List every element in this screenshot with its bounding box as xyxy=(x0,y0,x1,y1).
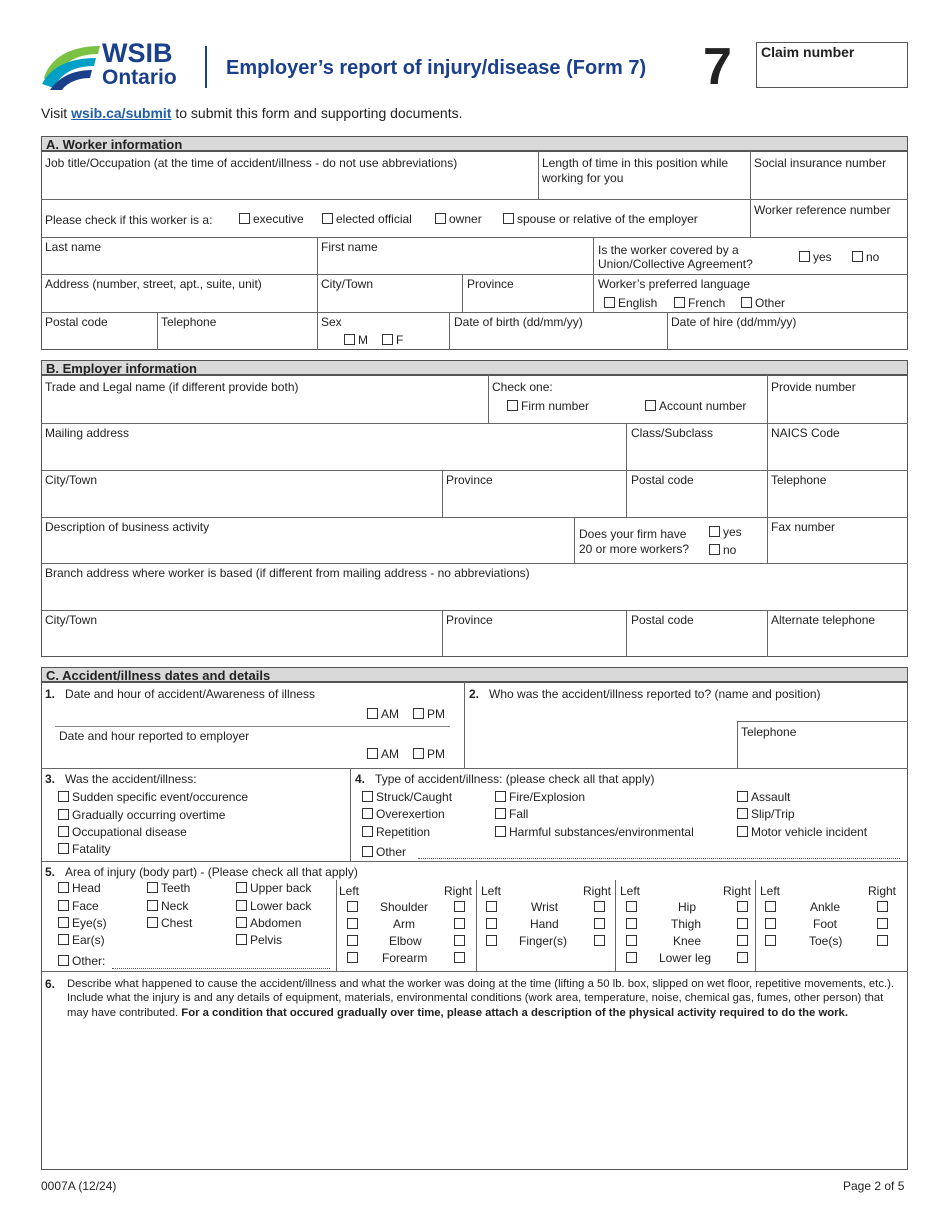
left-checkbox[interactable] xyxy=(765,934,779,948)
body-part-label: Toe(s) xyxy=(809,934,843,948)
body-part-label: Foot xyxy=(813,917,838,931)
other-language-checkbox[interactable]: Other xyxy=(741,296,785,310)
left-checkbox[interactable] xyxy=(486,900,500,914)
telephone-label: Telephone xyxy=(161,315,217,329)
body-part-label: Hip xyxy=(678,900,697,914)
worker-ref-label: Worker reference number xyxy=(754,203,891,217)
q5-option[interactable]: Abdomen xyxy=(236,916,301,930)
left-header: Left xyxy=(339,884,360,898)
left-checkbox[interactable] xyxy=(626,951,640,965)
q3-option[interactable]: Occupational disease xyxy=(58,825,187,839)
doh-label: Date of hire (dd/mm/yy) xyxy=(671,315,797,329)
body-part-label: Knee xyxy=(673,934,702,948)
q4-option[interactable]: Fall xyxy=(495,807,528,821)
reported-date-label: Date and hour reported to employer xyxy=(59,729,250,743)
right-header: Right xyxy=(868,884,897,898)
wsib-logo xyxy=(40,38,190,94)
owner-checkbox[interactable]: owner xyxy=(435,212,482,226)
q4-option[interactable]: Motor vehicle incident xyxy=(737,825,867,839)
right-checkbox[interactable] xyxy=(454,917,468,931)
section-b-header: B. Employer information xyxy=(41,360,908,375)
q3-label: 3. Was the accident/illness: xyxy=(45,772,197,786)
q1-am-checkbox[interactable]: AM xyxy=(367,707,399,721)
q6-number: 6. xyxy=(45,977,56,991)
right-header: Right xyxy=(583,884,612,898)
right-checkbox[interactable] xyxy=(737,951,751,965)
q5-other-checkbox[interactable]: Other: xyxy=(58,954,105,968)
class-label: Class/Subclass xyxy=(631,426,714,440)
b-province-label: Province xyxy=(446,473,493,487)
right-checkbox[interactable] xyxy=(737,900,751,914)
logo-wsib-text: WSIB xyxy=(102,38,173,68)
q5-option[interactable]: Teeth xyxy=(147,881,190,895)
business-label: Description of business activity xyxy=(45,520,210,534)
postal-label: Postal code xyxy=(45,315,108,329)
twenty-label-1: Does your firm have xyxy=(579,527,687,541)
q3-option[interactable]: Sudden specific event/occurence xyxy=(58,790,248,804)
left-checkbox[interactable] xyxy=(486,917,500,931)
body-part-label: Hand xyxy=(530,917,559,931)
branch-label: Branch address where worker is based (if different from mailing address - no abbreviations) xyxy=(45,566,530,580)
sex-m-checkbox[interactable]: M xyxy=(344,333,368,347)
visit-line xyxy=(41,105,463,121)
q6-description-field[interactable] xyxy=(42,1036,906,1168)
body-part-label: Thigh xyxy=(671,917,702,931)
left-checkbox[interactable] xyxy=(486,934,500,948)
left-header: Left xyxy=(620,884,641,898)
q5-option[interactable]: Eye(s) xyxy=(58,916,107,930)
header-divider xyxy=(205,46,207,88)
reported-pm-checkbox[interactable]: PM xyxy=(413,747,445,761)
b-telephone-label: Telephone xyxy=(771,473,827,487)
city-label: City/Town xyxy=(321,277,374,291)
right-checkbox[interactable] xyxy=(877,917,891,931)
q5-option[interactable]: Face xyxy=(58,899,99,913)
account-number-checkbox[interactable]: Account number xyxy=(645,399,746,413)
right-checkbox[interactable] xyxy=(594,934,608,948)
right-header: Right xyxy=(723,884,752,898)
first-name-label: First name xyxy=(321,240,378,254)
q2-telephone-label: Telephone xyxy=(741,725,797,739)
q5-other-line[interactable] xyxy=(112,968,330,969)
mailing-label: Mailing address xyxy=(45,426,130,440)
elected-official-checkbox[interactable]: elected official xyxy=(322,212,412,226)
job-title-label: Job title/Occupation (at the time of accident/illness - do not use abbreviations) xyxy=(45,156,458,170)
dob-label: Date of birth (dd/mm/yy) xyxy=(454,315,583,329)
q6-bold-instructions: For a condition that occured gradually over time, please attach a description of the physical activity required to do the work. xyxy=(181,1006,848,1019)
right-checkbox[interactable] xyxy=(454,900,468,914)
right-checkbox[interactable] xyxy=(877,900,891,914)
left-checkbox[interactable] xyxy=(347,917,361,931)
body-part-label: Arm xyxy=(393,917,415,931)
right-checkbox[interactable] xyxy=(594,917,608,931)
b-city-label: City/Town xyxy=(45,473,98,487)
body-part-label: Shoulder xyxy=(380,900,429,914)
right-header: Right xyxy=(444,884,473,898)
body-part-label: Elbow xyxy=(389,934,422,948)
french-checkbox[interactable]: French xyxy=(674,296,725,310)
job-title-field[interactable] xyxy=(42,170,537,198)
reported-am-checkbox[interactable]: AM xyxy=(367,747,399,761)
q5-option[interactable]: Upper back xyxy=(236,881,311,895)
q4-option[interactable]: Overexertion xyxy=(362,807,445,821)
q5-label: 5. Area of injury (body part) - (Please check all that apply) xyxy=(45,865,358,879)
q5-option[interactable]: Neck xyxy=(147,899,188,913)
right-checkbox[interactable] xyxy=(454,951,468,965)
claim-number-field[interactable] xyxy=(756,42,908,88)
last-name-label: Last name xyxy=(45,240,102,254)
q3-option[interactable]: Gradually occurring overtime xyxy=(58,808,225,822)
q4-other-line[interactable] xyxy=(418,858,900,859)
body-part-label: Finger(s) xyxy=(519,934,568,948)
q4-option[interactable]: Fire/Explosion xyxy=(495,790,585,804)
q3-option[interactable]: Fatality xyxy=(58,842,111,856)
visit-suffix: to submit this form and supporting documents. xyxy=(171,105,463,121)
left-checkbox[interactable] xyxy=(347,900,361,914)
union-no-checkbox[interactable]: no xyxy=(852,250,879,264)
union-label-1: Is the worker covered by a xyxy=(598,243,739,257)
q4-option[interactable]: Other xyxy=(362,845,406,859)
alt-phone-label: Alternate telephone xyxy=(771,613,876,627)
q4-option[interactable]: Struck/Caught xyxy=(362,790,452,804)
q6-instructions: Describe what happened to cause the accident/illness and what the worker was doing at the time (lifting a 50 lb. box, slipped on wet floor, repetitive movements, etc.). Include what the injury is and any details of equipment, materials, environmental conditions (work area, temperature, noise, chemical gas, fumes, other person) that may have contributed. xyxy=(67,978,895,1019)
q4-option[interactable]: Slip/Trip xyxy=(737,807,795,821)
body-part-label: Ankle xyxy=(810,900,841,914)
body-part-label: Wrist xyxy=(531,900,559,914)
b-province2-label: Province xyxy=(446,613,493,627)
q5-option[interactable]: Ear(s) xyxy=(58,933,105,947)
q5-option[interactable]: Chest xyxy=(147,916,192,930)
sin-label: Social insurance number xyxy=(754,156,887,170)
q4-option[interactable]: Repetition xyxy=(362,825,430,839)
body-part-label: Forearm xyxy=(382,951,428,965)
left-checkbox[interactable] xyxy=(347,934,361,948)
q6-text xyxy=(67,977,905,1020)
right-checkbox[interactable] xyxy=(877,934,891,948)
section-c-header: C. Accident/illness dates and details xyxy=(41,667,908,682)
wsib-swoosh-icon xyxy=(40,38,102,90)
b-city2-label: City/Town xyxy=(45,613,98,627)
length-time-label-1: Length of time in this position while xyxy=(542,156,729,170)
q4-label: 4. Type of accident/illness: (please check all that apply) xyxy=(355,772,655,786)
section-a-header: A. Worker information xyxy=(41,136,908,151)
submit-link[interactable]: wsib.ca/submit xyxy=(71,105,172,121)
q5-option[interactable]: Head xyxy=(58,881,101,895)
q1-label: 1. Date and hour of accident/Awareness of illness xyxy=(45,687,315,701)
b-postal2-label: Postal code xyxy=(631,613,694,627)
right-checkbox[interactable] xyxy=(454,934,468,948)
right-checkbox[interactable] xyxy=(737,934,751,948)
q4-option[interactable]: Harmful substances/environmental xyxy=(495,825,694,839)
sex-label: Sex xyxy=(321,315,342,329)
visit-prefix: Visit xyxy=(41,105,72,121)
body-part-label: Lower leg xyxy=(659,951,712,965)
q1-pm-checkbox[interactable]: PM xyxy=(413,707,445,721)
q4-option[interactable]: Assault xyxy=(737,790,790,804)
left-checkbox[interactable] xyxy=(626,934,640,948)
english-checkbox[interactable]: English xyxy=(604,296,657,310)
spouse-relative-checkbox[interactable]: spouse or relative of the employer xyxy=(503,212,698,226)
provide-number-label: Provide number xyxy=(771,380,856,394)
b-postal-label: Postal code xyxy=(631,473,694,487)
executive-checkbox[interactable]: executive xyxy=(239,212,304,226)
page-title: Employer’s report of injury/disease (Form 7) xyxy=(226,57,647,79)
length-time-label-2: working for you xyxy=(542,171,624,185)
twenty-label-2: 20 or more workers? xyxy=(579,542,690,556)
right-checkbox[interactable] xyxy=(594,900,608,914)
form-code: 0007A (12/24) xyxy=(41,1179,117,1193)
trade-name-label: Trade and Legal name (if different provide both) xyxy=(45,380,299,394)
worker-check-label: Please check if this worker is a: xyxy=(45,213,213,227)
address-label: Address (number, street, apt., suite, unit) xyxy=(45,277,262,291)
left-checkbox[interactable] xyxy=(626,900,640,914)
language-label: Worker’s preferred language xyxy=(598,277,751,291)
twenty-yes-checkbox[interactable]: yes xyxy=(709,525,742,539)
claim-number-label: Claim number xyxy=(761,44,855,60)
twenty-no-checkbox[interactable]: no xyxy=(709,543,736,557)
province-label: Province xyxy=(467,277,514,291)
right-checkbox[interactable] xyxy=(737,917,751,931)
left-checkbox[interactable] xyxy=(626,917,640,931)
page-number: Page 2 of 5 xyxy=(843,1179,905,1193)
left-checkbox[interactable] xyxy=(765,900,779,914)
union-label-2: Union/Collective Agreement? xyxy=(598,257,753,271)
logo-ontario-text: Ontario xyxy=(102,66,177,89)
left-header: Left xyxy=(481,884,502,898)
q5-option[interactable]: Lower back xyxy=(236,899,311,913)
firm-number-checkbox[interactable]: Firm number xyxy=(507,399,589,413)
left-checkbox[interactable] xyxy=(347,951,361,965)
left-checkbox[interactable] xyxy=(765,917,779,931)
naics-label: NAICS Code xyxy=(771,426,840,440)
union-yes-checkbox[interactable]: yes xyxy=(799,250,832,264)
check-one-label: Check one: xyxy=(492,380,553,394)
left-header: Left xyxy=(760,884,781,898)
q5-option[interactable]: Pelvis xyxy=(236,933,282,947)
sex-f-checkbox[interactable]: F xyxy=(382,333,403,347)
q2-label: 2. Who was the accident/illness reported to? (name and position) xyxy=(469,687,821,701)
form-number: 7 xyxy=(703,38,732,96)
fax-label: Fax number xyxy=(771,520,836,534)
